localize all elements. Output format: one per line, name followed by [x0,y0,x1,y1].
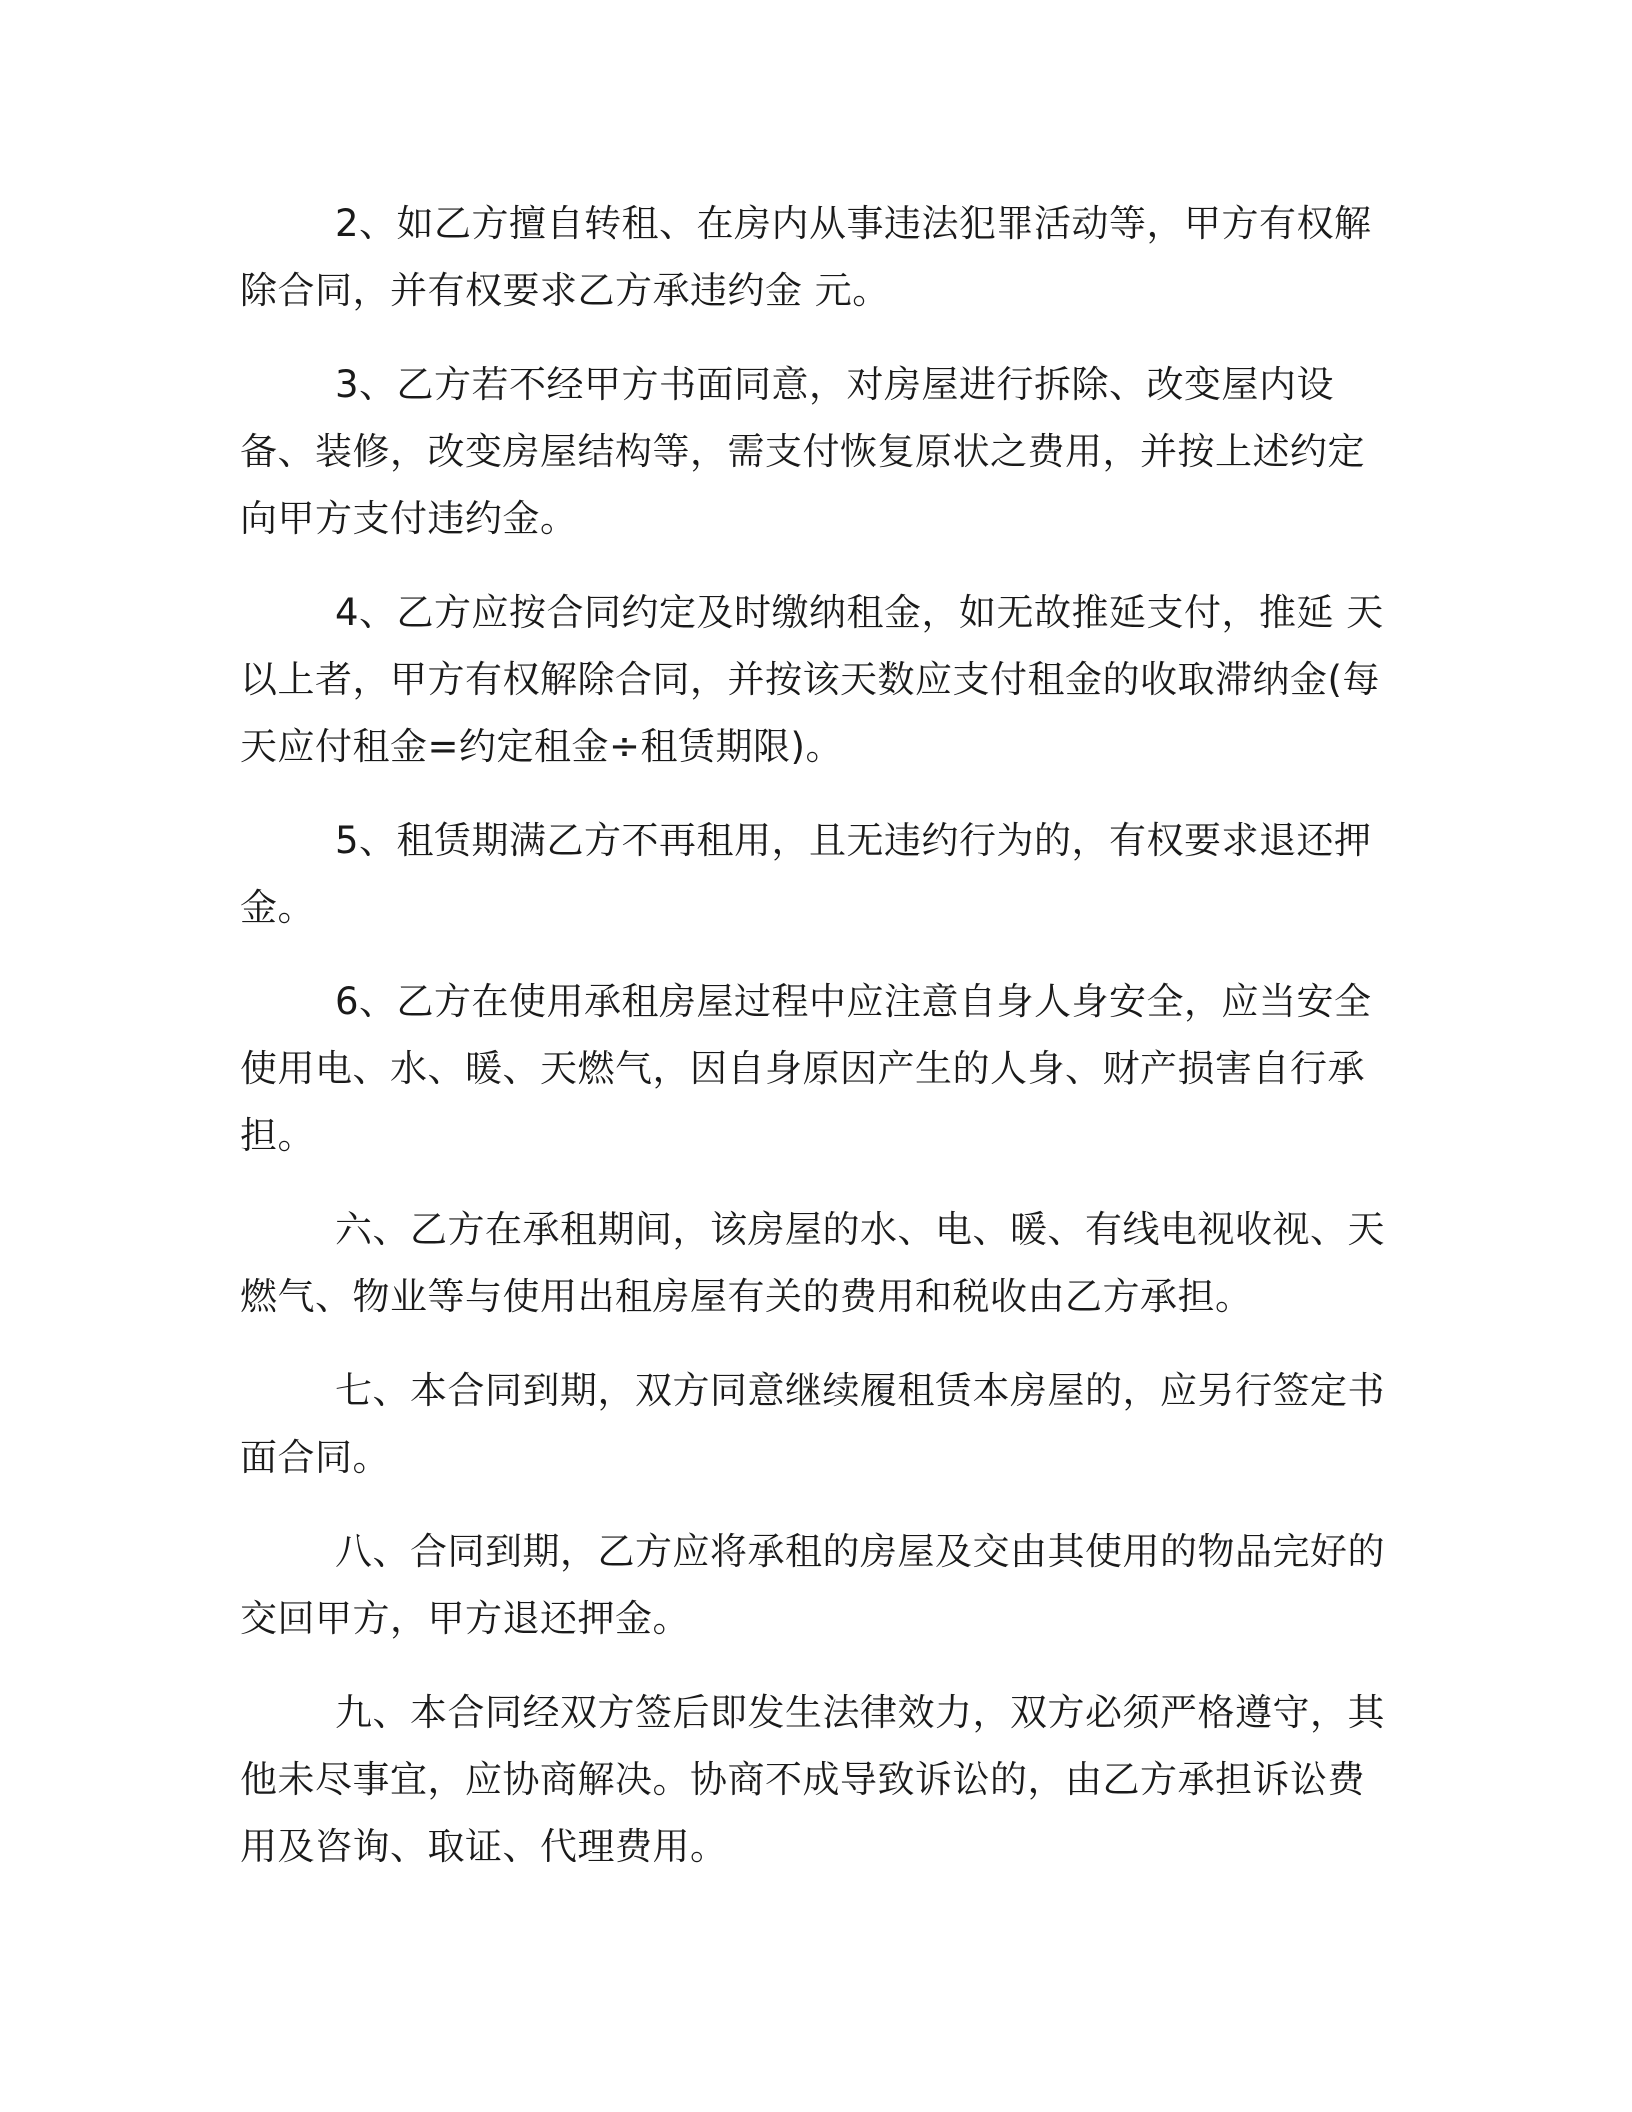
clause-2: 2、如乙方擅自转租、在房内从事违法犯罪活动等，甲方有权解除合同，并有权要求乙方承违约金 元。 [240,202,1372,312]
clause-3: 3、乙方若不经甲方书面同意，对房屋进行拆除、改变屋内设备、装修，改变房屋结构等，需支付恢复原状之费用，并按上述约定向甲方支付违约金。 [240,363,1365,540]
clause-seven: 七、本合同到期，双方同意继续履租赁本房屋的，应另行签定书面合同。 [240,1369,1385,1479]
clause-5: 5、租赁期满乙方不再租用，且无违约行为的，有权要求退还押金。 [240,819,1372,929]
clause-6: 6、乙方在使用承租房屋过程中应注意自身人身安全，应当安全使用电、水、暖、天燃气，因自身原因产生的人身、财产损害自行承担。 [240,980,1372,1157]
clause-eight: 八、合同到期，乙方应将承租的房屋及交由其使用的物品完好的交回甲方，甲方退还押金。 [240,1530,1385,1640]
clause-4: 4、乙方应按合同约定及时缴纳租金，如无故推延支付，推延 天以上者，甲方有权解除合同，并按该天数应支付租金的收取滞纳金(每天应付租金=约定租金÷租赁期限)。 [240,591,1384,768]
clause-nine: 九、本合同经双方签后即发生法律效力，双方必须严格遵守，其他未尽事宜，应协商解决。协商不成导致诉讼的，由乙方承担诉讼费用及咨询、取证、代理费用。 [240,1691,1385,1868]
contract-body [240,190,1395,1907]
clause-six: 六、乙方在承租期间，该房屋的水、电、暖、有线电视收视、天燃气、物业等与使用出租房屋有关的费用和税收由乙方承担。 [240,1208,1385,1318]
